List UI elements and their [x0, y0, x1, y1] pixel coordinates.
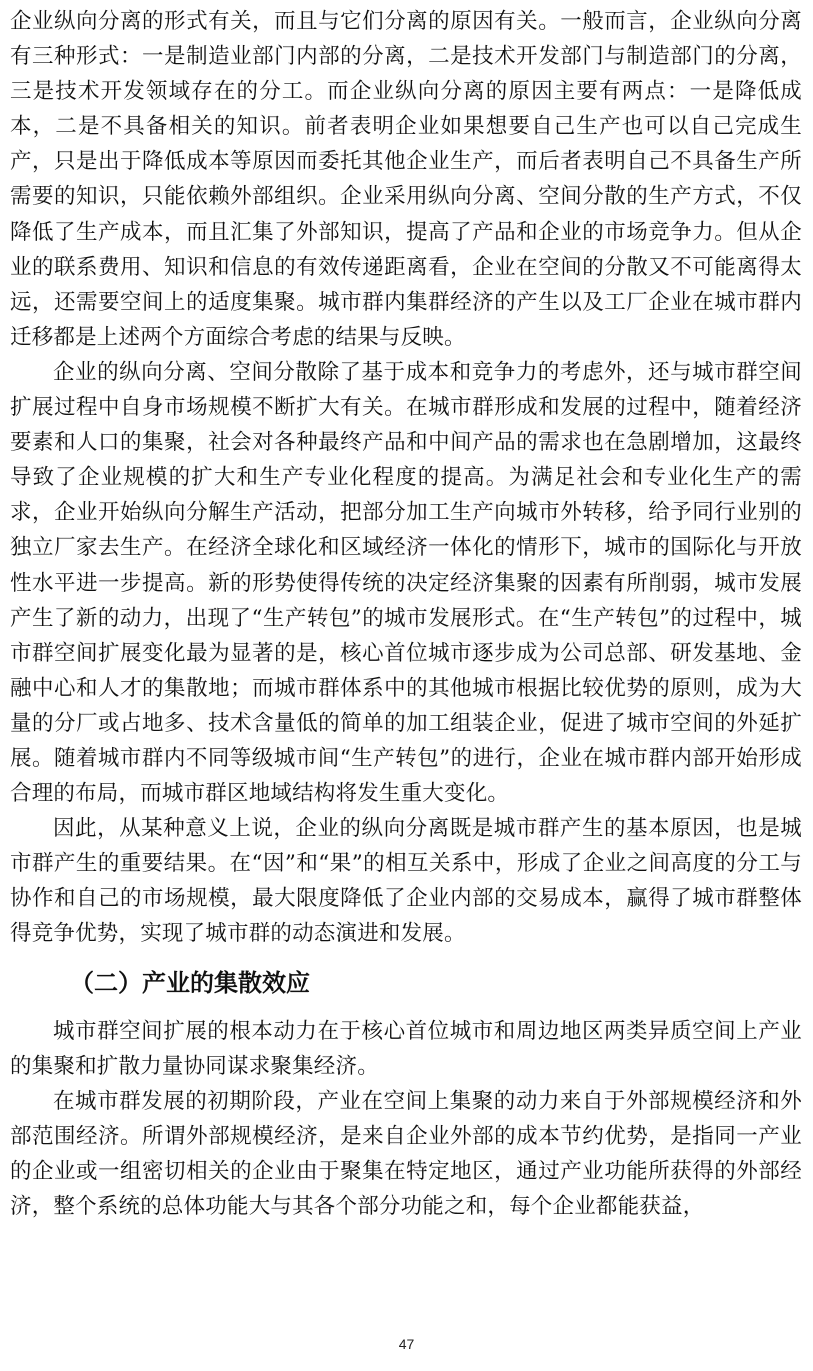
document-page	[10, 4, 802, 1224]
paragraph-2: 企业的纵向分离、空间分散除了基于成本和竞争力的考虑外，还与城市群空间扩展过程中自身市场规模不断扩大有关。在城市群形成和发展的过程中，随着经济要素和人口的集聚，社会对各种最终产品和中间产品的需求也在急剧增加，这最终导致了企业规模的扩大和生产专业化程度的提高。为满足社会和专业化生产的需求，企业开始纵向分解生产活动，把部分加工生产向城市外转移，给予同行业别的独立厂家去生产。在经济全球化和区域经济一体化的情形下，城市的国际化与开放性水平进一步提高。新的形势使得传统的决定经济集聚的因素有所削弱，城市发展产生了新的动力，出现了“生产转包”的城市发展形式。在“生产转包”的过程中，城市群空间扩展变化最为显著的是，核心首位城市逐步成为公司总部、研发基地、金融中心和人才的集散地；而城市群体系中的其他城市根据比较优势的原则，成为大量的分厂或占地多、技术含量低的简单的加工组装企业，促进了城市空间的外延扩展。随着城市群内不同等级城市间“生产转包”的进行，企业在城市群内部开始形成合理的布局，而城市群区地域结构将发生重大变化。	[10, 359, 802, 807]
paragraph-1: 企业纵向分离的形式有关，而且与它们分离的原因有关。一般而言，企业纵向分离有三种形式：一是制造业部门内部的分离，二是技术开发部门与制造部门的分离，三是技术开发领域存在的分工。而企业纵向分离的原因主要有两点：一是降低成本，二是不具备相关的知识。前者表明企业如果想要自己生产也可以自己完成生产，只是出于降低成本等原因而委托其他企业生产，而后者表明自己不具备生产所需要的知识，只能依赖外部组织。企业采用纵向分离、空间分散的生产方式，不仅降低了生产成本，而且汇集了外部知识，提高了产品和企业的市场竞争力。但从企业的联系费用、知识和信息的有效传递距离看，企业在空间的分散又不可能离得太远，还需要空间上的适度集聚。城市群内集群经济的产生以及工厂企业在城市群内迁移都是上述两个方面综合考虑的结果与反映。	[10, 9, 802, 350]
section-heading: （二）产业的集散效应	[70, 968, 310, 997]
page-number: 47	[398, 1336, 415, 1352]
paragraph-5: 在城市群发展的初期阶段，产业在空间上集聚的动力来自于外部规模经济和外部范围经济。所谓外部规模经济，是来自企业外部的成本节约优势，是指同一产业的企业或一组密切相关的企业由于聚集在特定地区，通过产业功能所获得的外部经济，整个系统的总体功能大与其各个部分功能之和，每个企业都能获益，	[10, 1088, 802, 1219]
paragraph-4: 城市群空间扩展的根本动力在于核心首位城市和周边地区两类异质空间上产业的集聚和扩散力量协同谋求聚集经济。	[10, 1018, 802, 1079]
paragraph-3: 因此，从某种意义上说，企业的纵向分离既是城市群产生的基本原因，也是城市群产生的重要结果。在“因”和“果”的相互关系中，形成了企业之间高度的分工与协作和自己的市场规模，最大限度降低了企业内部的交易成本，赢得了城市群整体得竞争优势，实现了城市群的动态演进和发展。	[10, 816, 802, 947]
